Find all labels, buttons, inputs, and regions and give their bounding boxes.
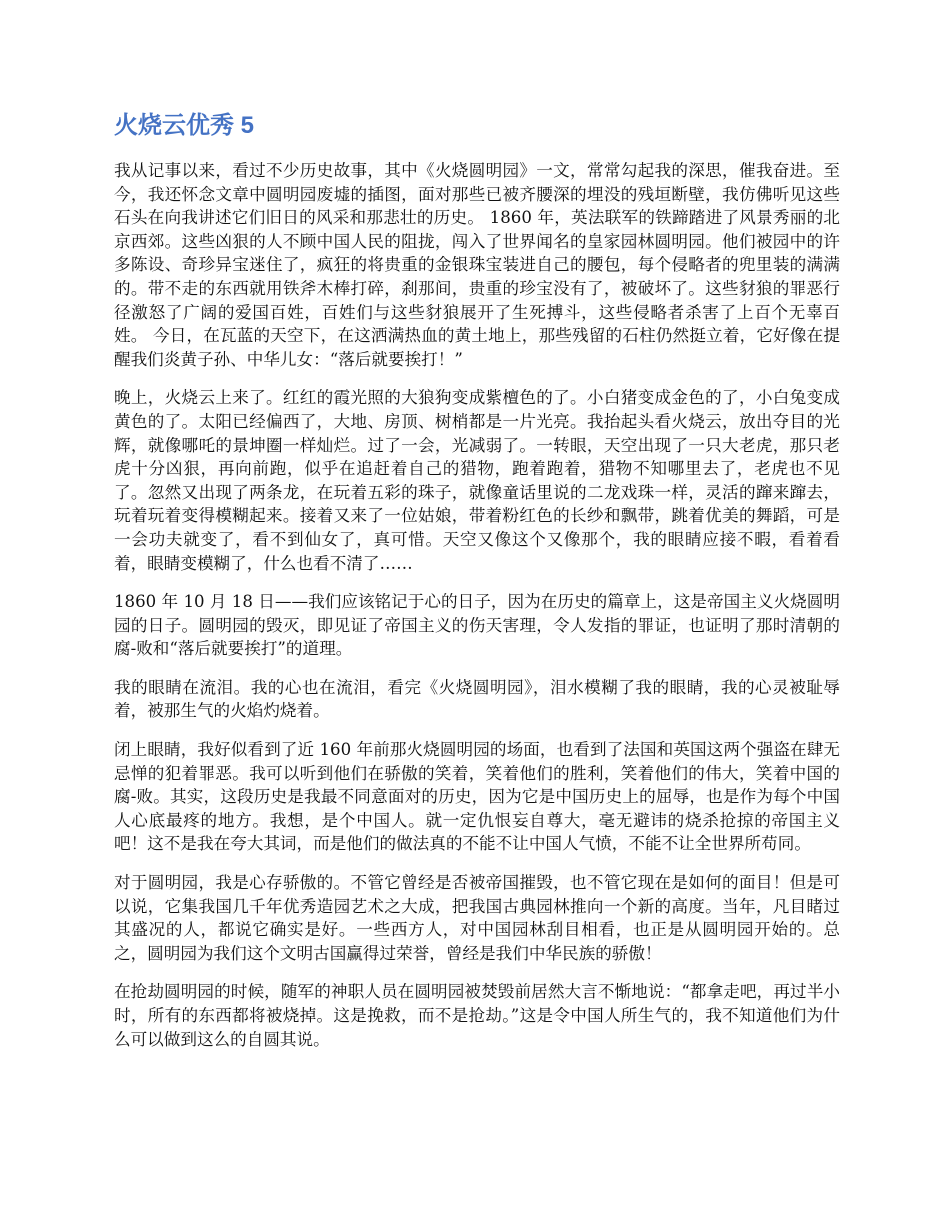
paragraph-1: 我从记事以来，看过不少历史故事，其中《火烧圆明园》一文，常常勾起我的深思，催我奋进。至今，我还怀念文章中圆明园废墟的插图，面对那些已被齐腰深的埋没的残垣断壁，我仿佛听见这些石头在向我讲述它们旧日的风采和那悲壮的历史。 1860 年，英法联军的铁蹄踏进了风景秀丽的北京西郊。这些凶狠的人不顾中国人民的阻拢，闯入了世界闻名的皇家园林圆明园。他们被园中的许多陈设、奇珍异宝迷住了，疯狂的将贵重的金银珠宝装进自己的腰包，每个侵略者的兜里装的满满的。带不走的东西就用铁斧木棒打碎，刹那间，贵重的珍宝没有了，被破坏了。这些豺狼的罪恶行径激怒了广阔的爱国百姓，百姓们与这些豺狼展开了生死搏斗，这些侵略者杀害了上百个无辜百姓。 今日，在瓦蓝的天空下，在这洒满热血的黄土地上，那些残留的石柱仍然挺立着，它好像在提醒我们炎黄子孙、中华儿女：“落后就要挨打！” bbox=[114, 161, 840, 369]
paragraph-2: 晚上，火烧云上来了。红红的霞光照的大狼狗变成紫檀色的了。小白猪变成金色的了，小白兔变成黄色的了。太阳已经偏西了，大地、房顶、树梢都是一片光亮。我抬起头看火烧云，放出夺目的光辉，就像哪吒的景坤圈一样灿烂。过了一会，光减弱了。一转眼，天空出现了一只大老虎，那只老虎十分凶狠，再向前跑，似乎在追赶着自己的猎物，跑着跑着，猎物不知哪里去了，老虎也不见了。忽然又出现了两条龙，在玩着五彩的珠子，就像童话里说的二龙戏珠一样，灵活的蹿来蹿去，玩着玩着变得模糊起来。接着又来了一位姑娘，带着粉红色的长纱和飘带，跳着优美的舞蹈，可是一会功夫就变了，看不到仙女了，真可惜。天空又像这个又像那个，我的眼睛应接不暇，看着看着，眼睛变模糊了，什么也看不清了…… bbox=[114, 388, 840, 573]
paragraph-3: 1860 年 10 月 18 日——我们应该铭记于心的日子，因为在历史的篇章上，这是帝国主义火烧圆明园的日子。圆明园的毁灭，即见证了帝国主义的伤天害理，令人发指的罪证，也证明了那时清朝的腐-败和“落后就要挨打”的道理。 bbox=[114, 592, 840, 659]
document-page bbox=[114, 108, 840, 1066]
paragraph-4: 我的眼睛在流泪。我的心也在流泪，看完《火烧圆明园》，泪水模糊了我的眼睛，我的心灵被耻辱着，被那生气的火焰灼烧着。 bbox=[114, 677, 840, 721]
document-title: 火烧云优秀 5 bbox=[114, 112, 255, 139]
paragraph-5: 闭上眼睛，我好似看到了近 160 年前那火烧圆明园的场面，也看到了法国和英国这两个强盗在肆无忌惮的犯着罪恶。我可以听到他们在骄傲的笑着，笑着他们的胜利，笑着他们的伟大，笑着中国的腐-败。其实，这段历史是我最不同意面对的历史，因为它是中国历史上的屈辱，也是作为每个中国人心底最疼的地方。我想，是个中国人。就一定仇恨妄自尊大，毫无避讳的烧杀抢掠的帝国主义吧！这不是我在夸大其词，而是他们的做法真的不能不让中国人气愤，不能不让全世界所苟同。 bbox=[114, 740, 840, 854]
paragraph-7: 在抢劫圆明园的时候，随军的神职人员在圆明园被焚毁前居然大言不惭地说：“都拿走吧，再过半小时，所有的东西都将被烧掉。这是挽救，而不是抢劫。”这是令中国人所生气的，我不知道他们为什么可以做到这么的自圆其说。 bbox=[114, 982, 840, 1049]
paragraph-6: 对于圆明园，我是心存骄傲的。不管它曾经是否被帝国摧毁，也不管它现在是如何的面目！但是可以说，它集我国几千年优秀造园艺术之大成，把我国古典园林推向一个新的高度。当年，凡目睹过其盛况的人，都说它确实是好。一些西方人，对中国园林刮目相看，也正是从圆明园开始的。总之，圆明园为我们这个文明古国赢得过荣誉，曾经是我们中华民族的骄傲！ bbox=[114, 873, 840, 963]
